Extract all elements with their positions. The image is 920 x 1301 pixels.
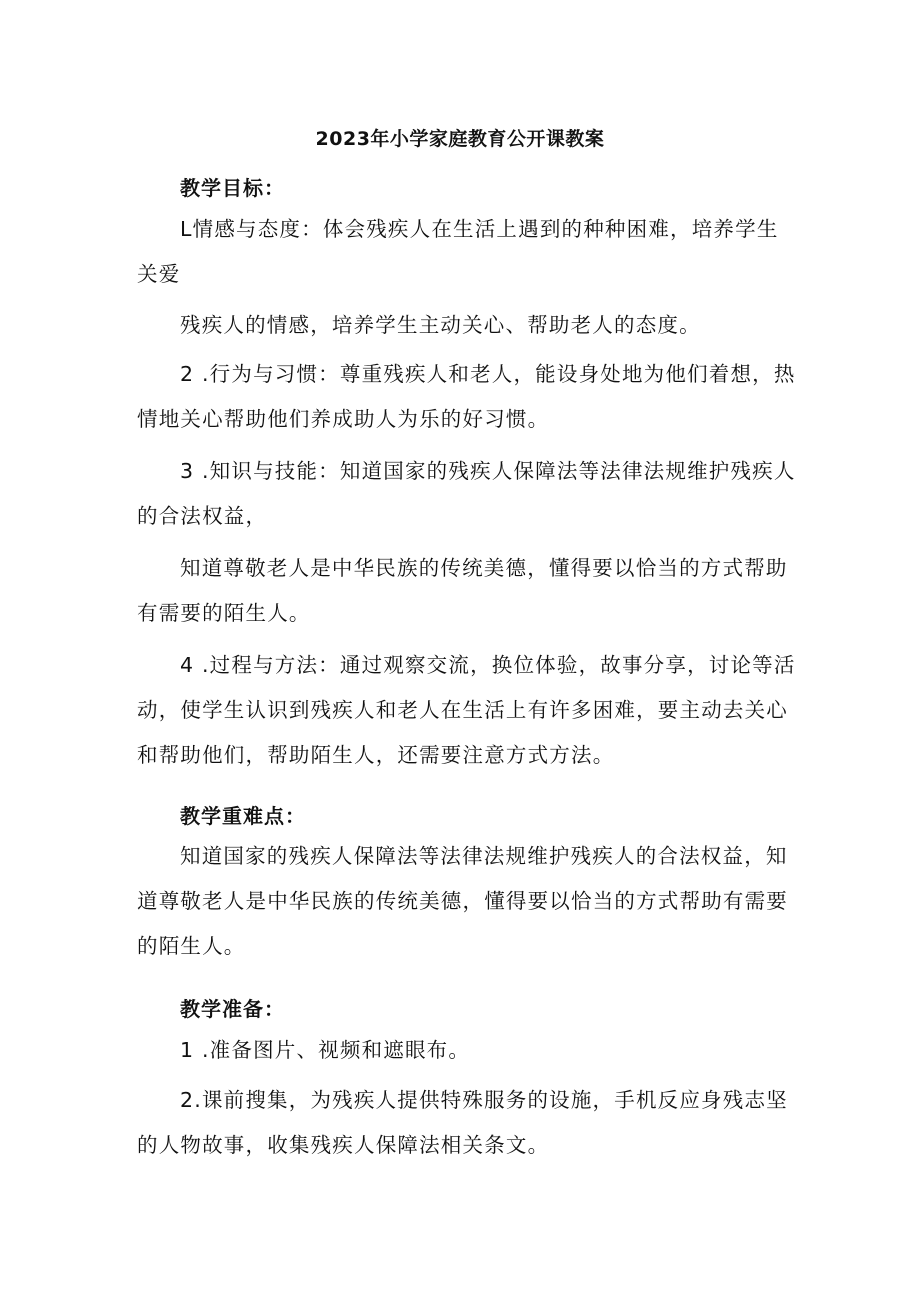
paragraph-key-points: 知道国家的残疾人保障法等法律法规维护残疾人的合法权益，知道尊敬老人是中华民族的传统美德，懂得要以恰当的方式帮助有需要的陌生人。 (137, 844, 788, 958)
paragraph-objective-3: 3 .知识与技能：知道国家的残疾人保障法等法律法规维护残疾人的合法权益， (137, 459, 796, 528)
document-title: 2023年小学家庭教育公开课教案 (315, 128, 605, 150)
paragraph-objective-1-cont: 残疾人的情感，培养学生主动关心、帮助老人的态度。 (180, 313, 701, 337)
paragraph-objective-3-cont: 知道尊敬老人是中华民族的传统美德，懂得要以恰当的方式帮助有需要的陌生人。 (137, 556, 788, 625)
section-heading-key-points: 教学重难点： (180, 804, 306, 828)
paragraph-preparation-2: 2.课前搜集，为残疾人提供特殊服务的设施，手机反应身残志坚的人物故事，收集残疾人保障法相关条文。 (137, 1088, 788, 1157)
paragraph-objective-2: 2 .行为与习惯：尊重残疾人和老人，能设身处地为他们着想，热情地关心帮助他们养成助人为乐的好习惯。 (137, 362, 796, 431)
section-heading-objectives: 教学目标： (180, 176, 285, 200)
paragraph-objective-1: L情感与态度：体会残疾人在生活上遇到的种种困难，培养学生关爱 (137, 217, 779, 286)
paragraph-objective-4: 4 .过程与方法：通过观察交流，换位体验，故事分享，讨论等活动，使学生认识到残疾人和老人在生活上有许多困难，要主动去关心和帮助他们，帮助陌生人，还需要注意方式方法。 (137, 653, 796, 767)
paragraph-preparation-1: 1 .准备图片、视频和遮眼布。 (180, 1038, 471, 1062)
section-heading-preparation: 教学准备： (180, 997, 285, 1021)
